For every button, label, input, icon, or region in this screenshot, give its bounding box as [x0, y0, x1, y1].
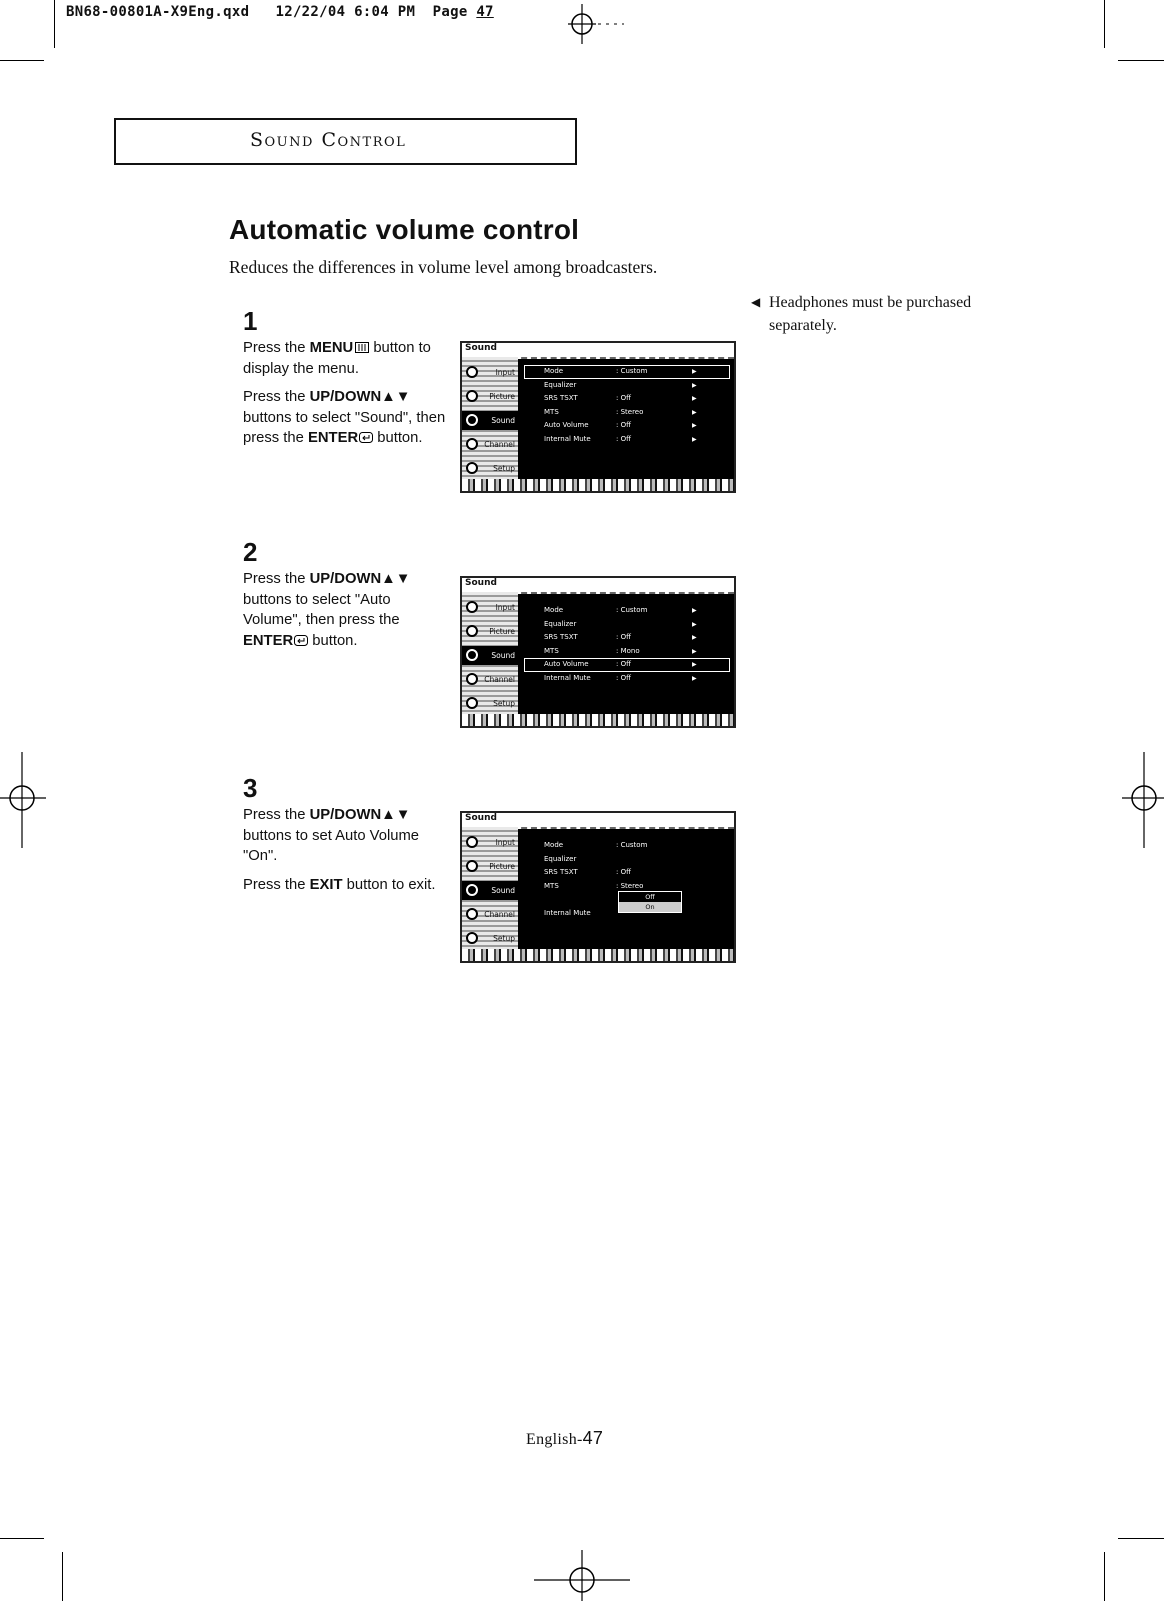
tv-menu-row	[524, 433, 730, 447]
note-arrow-icon: ◀	[751, 295, 761, 309]
footer-language: English-	[526, 1431, 583, 1448]
crop-mark	[1118, 60, 1164, 61]
tv-menu-row	[524, 365, 730, 379]
text-run: Press the	[243, 340, 310, 356]
tv-row-value: : Off	[616, 673, 631, 682]
tv-menu-row	[524, 618, 730, 632]
tv-tab-label: Picture	[489, 392, 515, 401]
registration-mark-icon	[0, 752, 48, 852]
tv-menu-row	[524, 631, 730, 645]
enter-button-icon	[294, 635, 308, 646]
tv-menu-row	[524, 379, 730, 393]
tv-tab-input	[462, 598, 518, 617]
tv-tab-label: Sound	[491, 886, 515, 895]
print-time: 6:04 PM	[354, 4, 416, 20]
arrow-right-icon: ▶	[692, 395, 697, 402]
tv-tab-input	[462, 363, 518, 382]
tv-menu-row	[524, 672, 730, 686]
popup-option-on: On	[619, 902, 681, 912]
registration-mark-icon	[560, 2, 626, 46]
tv-menu-rows	[524, 365, 730, 446]
arrow-right-icon: ▶	[692, 422, 697, 429]
arrow-right-icon: ▶	[692, 620, 697, 628]
print-page-number: 47	[476, 4, 494, 20]
tv-menu-bottombar	[462, 949, 734, 961]
setup-icon	[466, 697, 478, 709]
tv-tab-sound	[462, 881, 518, 900]
key-name: UP/DOWN▲▼	[309, 571, 411, 587]
channel-icon	[466, 908, 478, 920]
tv-row-value: : Off	[616, 421, 631, 429]
input-icon	[466, 601, 478, 613]
tv-row-label: Internal Mute	[544, 673, 591, 682]
tv-menu-row	[524, 866, 730, 880]
key-name: ENTER	[307, 430, 359, 446]
tv-menu-titlebar-text: Sound	[465, 578, 497, 588]
crop-mark	[54, 0, 55, 48]
tv-menu-row	[524, 392, 730, 406]
key-name: UP/DOWN▲▼	[309, 389, 411, 405]
tv-row-value: : Custom	[616, 841, 648, 849]
tv-row-label: Auto Volume	[544, 421, 589, 429]
tv-row-value: : Off	[616, 394, 631, 402]
tv-tab-label: Input	[495, 603, 515, 612]
tv-menu-sidebar	[462, 827, 518, 953]
print-file: BN68-00801A-X9Eng.qxd	[66, 4, 250, 20]
tv-tab-label: Input	[495, 838, 515, 847]
channel-icon	[466, 673, 478, 685]
tv-tab-label: Channel	[484, 440, 515, 449]
tv-tab-label: Picture	[489, 627, 515, 636]
tv-row-label: Equalizer	[544, 380, 577, 389]
tv-row-value: : Custom	[616, 606, 648, 614]
tv-row-label: SRS TSXT	[544, 868, 578, 876]
tv-row-value: : Stereo	[616, 407, 644, 416]
tv-menu-titlebar-text: Sound	[465, 813, 497, 823]
step-instructions	[243, 569, 448, 659]
tv-tab-setup	[462, 929, 518, 948]
tv-tab-setup	[462, 459, 518, 478]
arrow-right-icon: ▶	[692, 647, 697, 655]
tv-row-label: MTS	[544, 881, 559, 890]
page-intro: Reduces the differences in volume level among broadcasters.	[229, 257, 658, 277]
tv-tab-channel	[462, 670, 518, 689]
note-text: Headphones must be purchased separately.	[769, 294, 972, 334]
tv-tab-label: Input	[495, 368, 515, 377]
tv-tab-picture	[462, 622, 518, 641]
tv-menu-screenshot	[460, 341, 736, 493]
tv-menu-row	[524, 839, 730, 853]
key-name: MENU	[309, 340, 354, 356]
tv-tab-input	[462, 833, 518, 852]
instruction-paragraph	[243, 338, 448, 379]
sound-icon	[466, 649, 478, 661]
picture-icon	[466, 860, 478, 872]
text-run: button to exit.	[342, 876, 436, 893]
tv-tab-channel	[462, 435, 518, 454]
arrow-right-icon: ▶	[692, 661, 697, 668]
menu-button-icon	[355, 342, 369, 353]
tv-row-label: Equalizer	[544, 854, 577, 863]
picture-icon	[466, 390, 478, 402]
arrow-right-icon: ▶	[692, 674, 697, 682]
tv-tab-label: Setup	[493, 934, 515, 943]
tv-row-label: Equalizer	[544, 619, 577, 628]
instruction-paragraph	[243, 569, 448, 651]
input-icon	[466, 836, 478, 848]
print-page-label: Page	[432, 4, 468, 20]
tv-row-value: : Custom	[616, 367, 648, 375]
instruction-paragraph	[243, 875, 448, 896]
print-header	[66, 4, 494, 20]
auto-volume-popup	[618, 891, 682, 913]
page-footer	[526, 1428, 603, 1449]
text-run: buttons to set Auto Volume "On".	[243, 827, 420, 864]
tv-tab-picture	[462, 857, 518, 876]
tv-row-label: Mode	[544, 606, 564, 614]
text-run: button.	[308, 632, 358, 649]
tv-row-label: SRS TSXT	[544, 394, 578, 402]
arrow-right-icon: ▶	[692, 368, 697, 375]
tv-menu-row	[524, 604, 730, 618]
text-run: buttons to select "Auto Volume", then press the	[243, 591, 400, 628]
tv-tab-label: Setup	[493, 464, 515, 473]
registration-mark-icon	[1118, 752, 1164, 852]
crop-mark	[1118, 1538, 1164, 1539]
step-number: 3	[243, 773, 258, 803]
tv-menu-row	[524, 853, 730, 867]
tv-row-value: : Off	[616, 868, 631, 876]
tv-tab-sound	[462, 646, 518, 665]
tv-menu-row	[524, 406, 730, 420]
tv-tab-label: Picture	[489, 862, 515, 871]
step-number: 1	[243, 306, 258, 336]
sound-icon	[466, 414, 478, 426]
step-number: 2	[243, 537, 258, 567]
arrow-right-icon: ▶	[692, 634, 697, 641]
instruction-paragraph	[243, 387, 448, 449]
tv-row-value: : Off	[616, 660, 631, 668]
text-run: button.	[373, 430, 423, 446]
arrow-right-icon: ▶	[692, 607, 697, 614]
instruction-paragraph	[243, 805, 448, 867]
tv-menu-row	[524, 645, 730, 659]
side-note	[751, 291, 1014, 337]
tv-tab-label: Sound	[491, 416, 515, 425]
tv-tab-setup	[462, 694, 518, 713]
text-run: button to display the menu.	[243, 340, 431, 377]
tv-menu-row	[524, 658, 730, 672]
tv-menu-screenshot	[460, 576, 736, 728]
text-run: Press the	[243, 876, 310, 893]
crop-mark	[0, 1538, 44, 1539]
tv-row-label: MTS	[544, 407, 559, 416]
tv-row-value: : Off	[616, 633, 631, 641]
tv-row-value: : Off	[616, 434, 631, 443]
crop-mark	[62, 1552, 63, 1601]
tv-row-label: MTS	[544, 646, 559, 655]
key-name: EXIT	[309, 876, 343, 893]
print-date: 12/22/04	[275, 4, 346, 20]
key-name: ENTER	[243, 632, 294, 649]
tv-tab-channel	[462, 905, 518, 924]
key-name: UP/DOWN▲▼	[309, 807, 411, 823]
tv-menu-bottombar	[462, 479, 734, 491]
text-run: Press the	[243, 807, 310, 823]
sound-icon	[466, 884, 478, 896]
tv-row-label: Internal Mute	[544, 434, 591, 443]
crop-mark	[1104, 0, 1105, 48]
tv-tab-sound	[462, 411, 518, 430]
page-heading: Automatic volume control	[229, 214, 580, 245]
registration-mark-icon	[534, 1548, 630, 1601]
crop-mark	[0, 60, 44, 61]
tv-menu-screenshot	[460, 811, 736, 963]
tv-row-label: Auto Volume	[544, 660, 589, 668]
tv-tab-picture	[462, 387, 518, 406]
text-run: Press the	[243, 389, 310, 405]
tv-menu-rows	[524, 604, 730, 685]
tv-menu-sidebar	[462, 592, 518, 718]
tv-tab-label: Sound	[491, 651, 515, 660]
setup-icon	[466, 462, 478, 474]
tv-menu-sidebar	[462, 357, 518, 483]
text-run: buttons to select "Sound", then press the	[243, 409, 446, 446]
section-title: Sound Control	[250, 129, 407, 151]
tv-tab-label: Channel	[484, 910, 515, 919]
tv-row-label: Mode	[544, 367, 564, 375]
step-instructions	[243, 805, 448, 903]
tv-row-value: : Stereo	[616, 881, 644, 890]
arrow-right-icon: ▶	[692, 381, 697, 389]
channel-icon	[466, 438, 478, 450]
arrow-right-icon: ▶	[692, 435, 697, 443]
picture-icon	[466, 625, 478, 637]
tv-tab-label: Setup	[493, 699, 515, 708]
crop-mark	[1104, 1552, 1105, 1601]
tv-tab-label: Channel	[484, 675, 515, 684]
input-icon	[466, 366, 478, 378]
footer-page-number: 47	[582, 1428, 604, 1448]
step-instructions	[243, 338, 448, 457]
tv-row-value: : Mono	[616, 646, 640, 655]
section-header-box	[114, 118, 577, 165]
arrow-right-icon: ▶	[692, 408, 697, 416]
tv-menu-titlebar-text: Sound	[465, 343, 497, 353]
setup-icon	[466, 932, 478, 944]
tv-row-label: SRS TSXT	[544, 633, 578, 641]
popup-option-off: Off	[645, 893, 655, 901]
enter-button-icon	[359, 432, 373, 443]
tv-row-label: Mode	[544, 841, 564, 849]
tv-row-label: Internal Mute	[544, 908, 591, 917]
text-run: Press the	[243, 571, 310, 587]
tv-menu-bottombar	[462, 714, 734, 726]
tv-menu-row	[524, 419, 730, 433]
